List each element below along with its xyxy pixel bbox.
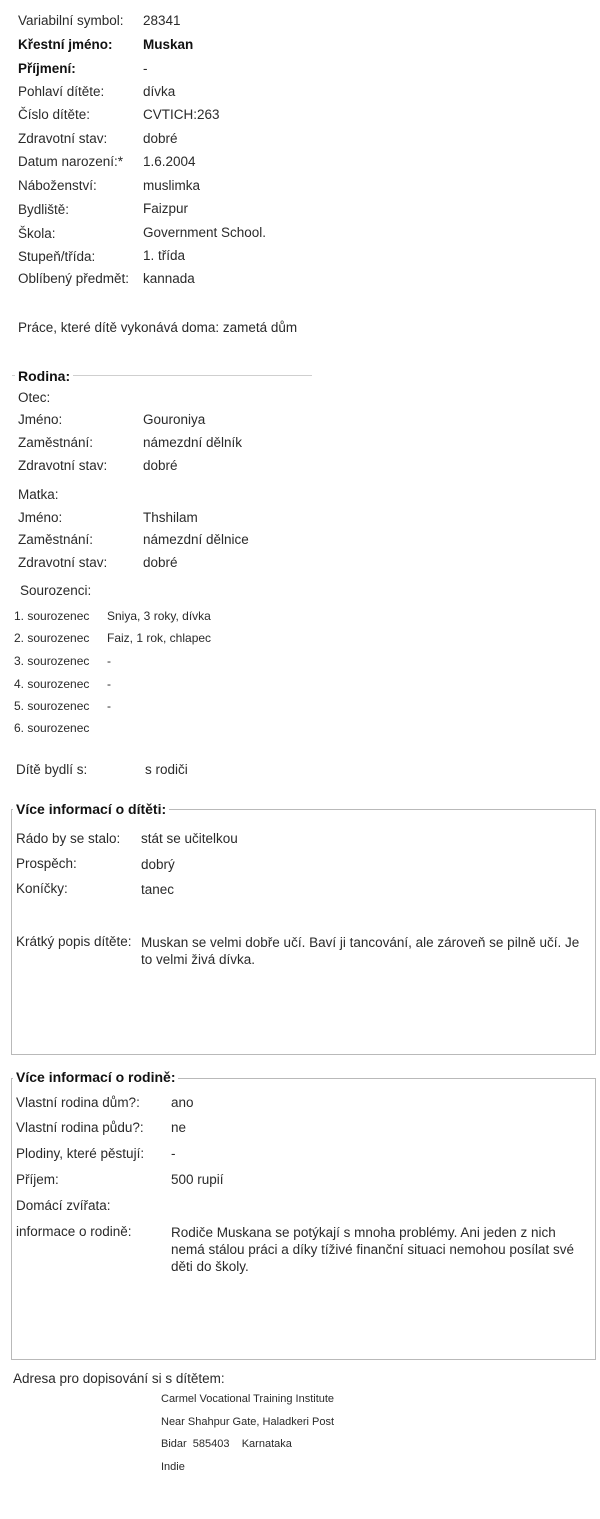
label-religion: Náboženství: (18, 178, 97, 193)
value-grade: 1. třída (143, 248, 186, 263)
label-income: Příjem: (16, 1172, 59, 1187)
label-grade: Stupeň/třída: (18, 249, 96, 264)
label-own-house: Vlastní rodina dům?: (16, 1095, 140, 1110)
value-income: 500 rupií (171, 1172, 224, 1187)
label-own-land: Vlastní rodina půdu?: (16, 1120, 144, 1135)
value-wants-to-be: stát se učitelkou (141, 831, 238, 846)
family-title: Rodina: (15, 368, 73, 384)
label-surname: Příjmení: (18, 61, 76, 76)
label-sex: Pohlaví dítěte: (18, 84, 105, 99)
label-mother-name: Jméno: (18, 510, 63, 525)
label-child-number: Číslo dítěte: (18, 107, 91, 122)
child-more-title: Více informací o dítěti: (13, 801, 169, 817)
value-health: dobré (143, 131, 178, 146)
label-father-name: Jméno: (18, 412, 63, 427)
value-lives-with: s rodiči (145, 762, 188, 777)
sibling-value: - (107, 677, 111, 691)
label-school: Škola: (18, 226, 56, 241)
value-residence: Faizpur (143, 201, 189, 216)
label-lives-with: Dítě bydlí s: (16, 762, 88, 777)
address-heading: Adresa pro dopisování si s dítětem: (13, 1371, 225, 1386)
sibling-label: 2. sourozenec (14, 631, 90, 645)
sibling-value: - (107, 654, 111, 668)
sibling-label: 5. sourozenec (14, 699, 90, 713)
label-wants-to-be: Rádo by se stalo: (16, 831, 121, 846)
value-father-health: dobré (143, 458, 178, 473)
value-mother-health: dobré (143, 555, 178, 570)
address-line: Indie (161, 1461, 185, 1473)
label-favorite-subject: Oblíbený předmět: (18, 271, 130, 286)
value-child-number: CVTICH:263 (143, 107, 220, 122)
label-animals: Domácí zvířata: (16, 1198, 111, 1213)
value-hobbies: tanec (141, 882, 175, 897)
label-description: Krátký popis dítěte: (16, 934, 132, 949)
sibling-label: 6. sourozenec (14, 721, 90, 735)
value-school: Government School. (143, 225, 267, 240)
label-father-job: Zaměstnání: (18, 435, 94, 450)
label-mother-job: Zaměstnání: (18, 532, 94, 547)
value-mother-name: Thshilam (143, 510, 198, 525)
value-mother-job: námezdní dělnice (143, 532, 249, 547)
value-progress: dobrý (141, 857, 175, 872)
value-description: Muskan se velmi dobře učí. Baví ji tancování, ale zároveň se pilně učí. Je to velmi živá dívka. (141, 935, 580, 967)
sibling-label: 1. sourozenec (14, 609, 90, 623)
label-first-name: Křestní jméno: (18, 37, 113, 52)
address-line: Near Shahpur Gate, Haladkeri Post (161, 1416, 335, 1428)
address-line: Bidar 585403 Karnataka (161, 1438, 292, 1450)
value-variable-symbol: 28341 (143, 13, 181, 28)
value-favorite-subject: kannada (143, 271, 195, 286)
value-father-job: námezdní dělník (143, 435, 243, 450)
value-first-name: Muskan (143, 37, 194, 52)
value-surname: - (143, 61, 148, 76)
label-variable-symbol: Variabilní symbol: (18, 13, 124, 28)
value-religion: muslimka (143, 178, 201, 193)
siblings-heading: Sourozenci: (20, 583, 92, 598)
address-line: Carmel Vocational Training Institute (161, 1393, 335, 1405)
label-health: Zdravotní stav: (18, 131, 108, 146)
label-family-info: informace o rodině: (16, 1224, 132, 1239)
sibling-value: - (107, 699, 111, 713)
label-father-health: Zdravotní stav: (18, 458, 108, 473)
label-mother-health: Zdravotní stav: (18, 555, 108, 570)
value-crops: - (171, 1146, 176, 1161)
family-more-title: Více informací o rodině: (13, 1069, 178, 1085)
label-residence: Bydliště: (18, 202, 70, 217)
sibling-value: Sniya, 3 roky, dívka (107, 609, 211, 623)
chores-text: Práce, které dítě vykonává doma: zametá dům (18, 320, 298, 335)
label-progress: Prospěch: (16, 856, 77, 871)
sibling-label: 3. sourozenec (14, 654, 90, 668)
label-hobbies: Koníčky: (16, 881, 68, 896)
value-birth-date: 1.6.2004 (143, 154, 196, 169)
label-crops: Plodiny, které pěstují: (16, 1146, 145, 1161)
father-heading: Otec: (18, 390, 51, 405)
value-sex: dívka (143, 84, 176, 99)
value-father-name: Gouroniya (143, 412, 206, 427)
label-birth-date: Datum narození:* (18, 154, 124, 169)
sibling-value: Faiz, 1 rok, chlapec (107, 631, 212, 645)
value-own-house: ano (171, 1095, 194, 1110)
value-own-land: ne (171, 1120, 187, 1135)
mother-heading: Matka: (18, 487, 59, 502)
sibling-label: 4. sourozenec (14, 677, 90, 691)
value-family-info: Rodiče Muskana se potýkají s mnoha problémy. Ani jeden z nich nemá stálou práci a díky tíživé finanční situaci nemohou posílat své děti do školy. (171, 1225, 574, 1274)
